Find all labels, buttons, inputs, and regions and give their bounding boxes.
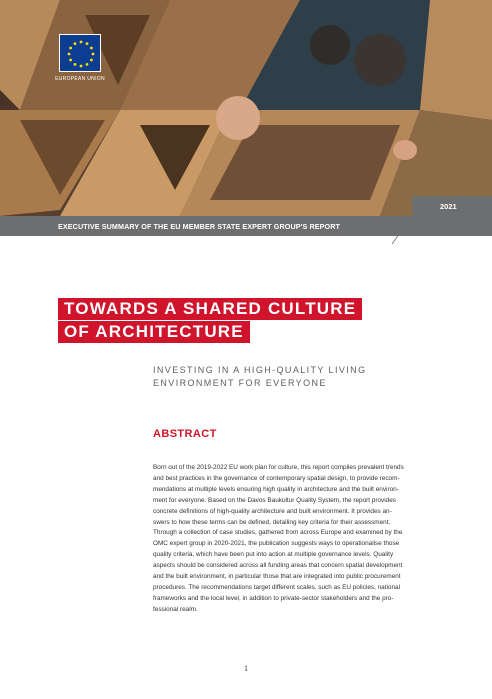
abstract-line: Born out of the 2019-2022 EU work plan for culture, this report compiles prevalent trends: [153, 464, 404, 471]
abstract-line: ment for everyone. Based on the Davos Baukultur Quality System, the report provides: [153, 496, 396, 504]
subtitle-line-1: INVESTING IN A HIGH-QUALITY LIVING: [153, 365, 367, 375]
subtitle-line-2: ENVIRONMENT FOR EVERYONE: [153, 378, 327, 388]
abstract-line: and the built environment, in particular those that are integrated into public procurement: [153, 573, 401, 581]
abstract-line: OMC expert group in 2020-2021, the publication suggests ways to operationalise those: [153, 540, 400, 548]
page-number: 1: [244, 664, 248, 673]
abstract-body: [153, 463, 439, 616]
banner-title: EXECUTIVE SUMMARY OF THE EU MEMBER STATE EXPERT GROUP'S REPORT: [58, 222, 340, 231]
abstract-heading: ABSTRACT: [153, 428, 217, 440]
page-title-line-2: OF ARCHITECTURE: [58, 321, 250, 343]
subtitle: [153, 364, 366, 390]
abstract-line: procedures. The recommendations target different scales, such as EU policies, national: [153, 583, 401, 591]
abstract-line: frameworks and the local level, in addition to private-sector stakeholders and the pro-: [153, 594, 394, 602]
page-title-line-1: TOWARDS A SHARED CULTURE: [58, 298, 362, 320]
abstract-line: Through a collection of case studies, gathered from across Europe and examined by the: [153, 529, 403, 537]
abstract-line: swers to how these terms can be defined, detailing key criteria for their assessment.: [153, 518, 391, 526]
abstract-line: quality criteria, which have been put into action at multiple governance levels. Quality: [153, 551, 394, 559]
abstract-line: fessional realm.: [153, 605, 198, 613]
decorative-diagonal-line: [0, 0, 492, 260]
eu-label: EUROPEAN UNION: [55, 76, 105, 82]
abstract-line: and best practices in the governance of contemporary spatial design, to provide recom-: [153, 474, 400, 482]
abstract-line: aspects should be considered across all funding areas that concern spatial development: [153, 562, 403, 570]
abstract-line: mendations at multiple levels ensuring high quality in architecture and the built environ-: [153, 485, 399, 493]
abstract-line: concrete definitions of high-quality architecture and built environment. It provides an-: [153, 507, 392, 515]
report-year: 2021: [440, 202, 457, 211]
